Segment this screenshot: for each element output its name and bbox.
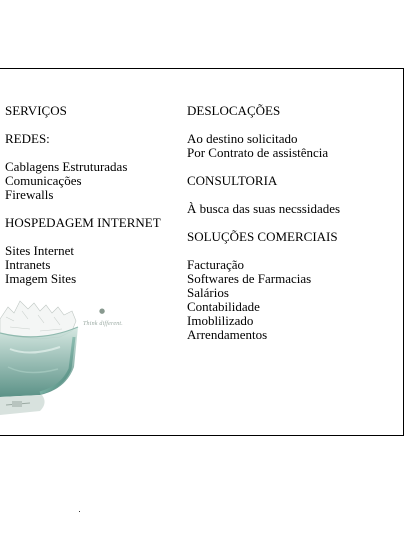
deslocacoes-heading: DESLOCAÇÕES [187, 103, 281, 118]
deslocacoes-item: Por Contrato de assistência [187, 145, 329, 160]
imac-icon [0, 297, 180, 432]
servicos-heading: SERVIÇOS [5, 103, 67, 118]
redes-item: Cablagens Estruturadas [5, 159, 128, 174]
redes-item: Firewalls [5, 187, 54, 202]
apple-logo-icon: ● [99, 307, 106, 315]
hospedagem-heading: HOSPEDAGEM INTERNET [5, 215, 161, 230]
hospedagem-item: Sites Internet [5, 243, 74, 258]
hospedagem-item: Imagem Sites [5, 271, 77, 286]
solucoes-item: Arrendamentos [187, 327, 268, 342]
right-column [187, 104, 340, 342]
dot-mark [79, 511, 80, 512]
left-column [5, 104, 161, 286]
solucoes-item: Salários [187, 285, 229, 300]
hospedagem-item: Intranets [5, 257, 51, 272]
consultoria-item: À busca das suas necssidades [187, 201, 341, 216]
services-panel [0, 68, 404, 436]
solucoes-item: Facturação [187, 257, 245, 272]
solucoes-item: Imoblilizado [187, 313, 254, 328]
consultoria-heading: CONSULTORIA [187, 173, 278, 188]
solucoes-item: Contabilidade [187, 299, 260, 314]
redes-item: Comunicações [5, 173, 82, 188]
tagline: Think different. [83, 321, 123, 327]
redes-heading: REDES: [5, 131, 50, 146]
solucoes-item: Softwares de Farmacias [187, 271, 312, 286]
deslocacoes-item: Ao destino solicitado [187, 131, 298, 146]
solucoes-heading: SOLUÇÕES COMERCIAIS [187, 229, 338, 244]
